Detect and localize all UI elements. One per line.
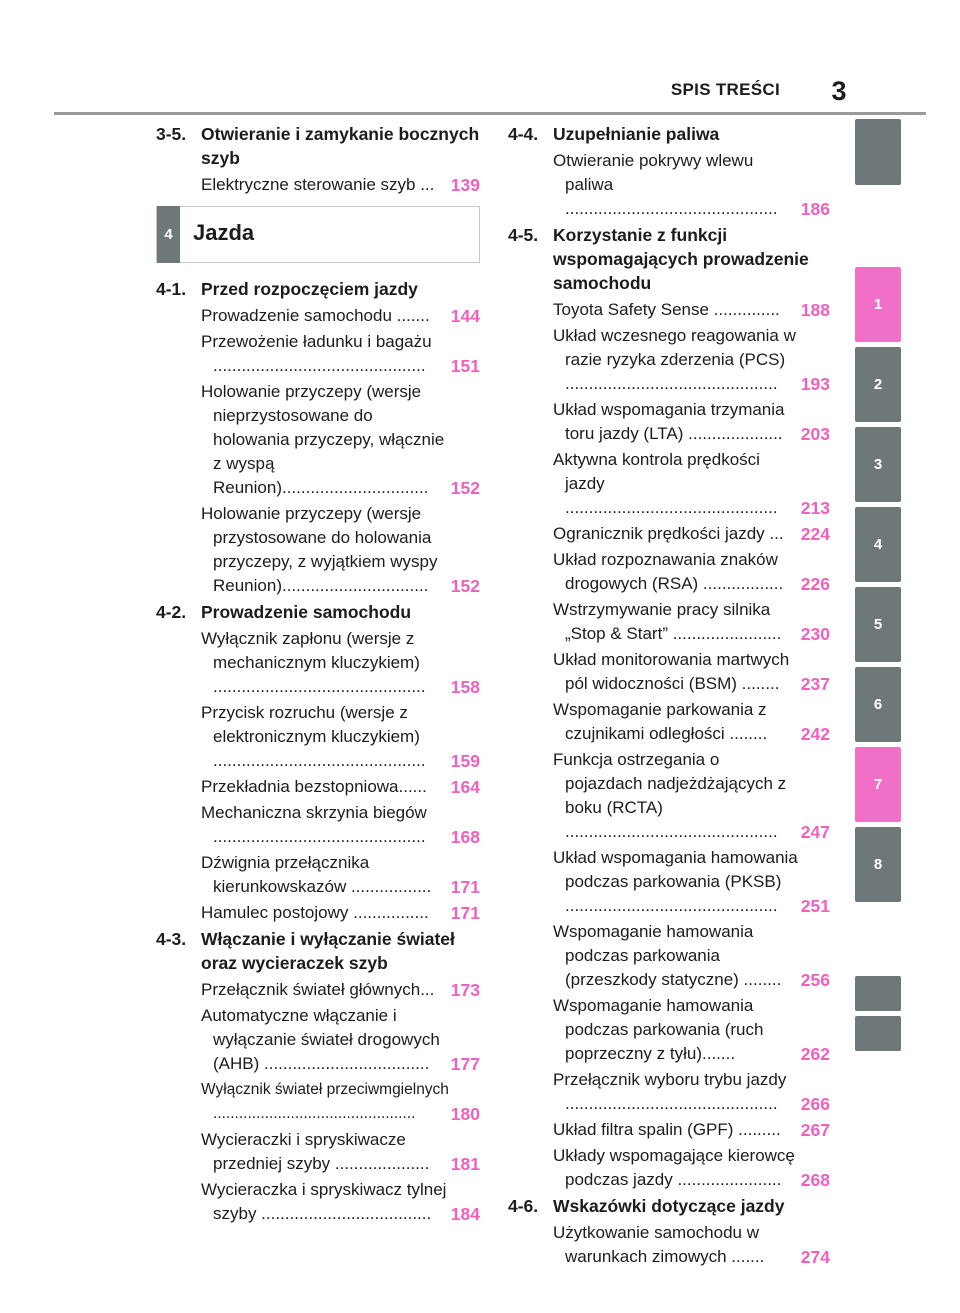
toc-entry[interactable] (156, 502, 480, 598)
toc-entry-page-link[interactable]: 237 (800, 674, 830, 694)
toc-entry-title: Układ rozpoznawania znaków drogowych (RSA) ................. (553, 550, 784, 593)
toc-entry-page-link[interactable]: 158 (450, 677, 480, 697)
page-number: 3 (831, 76, 847, 106)
toc-entry[interactable] (156, 775, 480, 799)
toc-entry-title: Układ wczesnego reagowania w razie ryzyka zderzenia (PCS) ............................................. (553, 326, 801, 393)
toc-entry-page-link[interactable]: 266 (800, 1094, 830, 1114)
section-heading-4-1 (156, 277, 480, 301)
toc-entry-page-link[interactable]: 267 (800, 1120, 830, 1140)
toc-entry[interactable] (156, 330, 480, 378)
toc-entry-title: Automatyczne włączanie i wyłączanie świateł drogowych (AHB) ................................... (201, 1006, 445, 1073)
toc-entry-page-link[interactable]: 152 (450, 478, 480, 498)
toc-entry-page-link[interactable]: 262 (800, 1044, 830, 1064)
toc-entry-title: Toyota Safety Sense .............. (553, 300, 780, 319)
toc-entry-page-link[interactable]: 168 (450, 827, 480, 847)
toc-entry-page-link[interactable]: 159 (450, 751, 480, 771)
toc-entry-page-link[interactable]: 242 (800, 724, 830, 744)
toc-entry-page-link[interactable]: 180 (450, 1104, 480, 1124)
section-number: 4-6. (508, 1196, 539, 1216)
toc-entry-title: Wycieraczka i spryskiwacz tylnej szyby .................................... (201, 1180, 452, 1223)
toc-entry-title: Przełącznik świateł głównych... (201, 980, 435, 999)
chapter-tab-8[interactable]: 8 (855, 827, 901, 902)
toc-entry[interactable] (156, 1078, 480, 1126)
toc-entry-page-link[interactable]: 152 (450, 576, 480, 596)
toc-entry-page-link[interactable]: 184 (450, 1204, 480, 1224)
toc-entry[interactable] (156, 901, 480, 925)
toc-entry-page-link[interactable]: 171 (450, 903, 480, 923)
chapter-tab-blank-top[interactable] (855, 119, 901, 185)
toc-left-column (156, 122, 480, 1228)
toc-entry-title: Elektryczne sterowanie szyb ... (201, 175, 435, 194)
chapter-tab-blank-bottom-1[interactable] (855, 976, 901, 1011)
toc-entry-title: Przewożenie ładunku i bagażu ............................................. (201, 332, 437, 375)
toc-entry-title: Przekładnia bezstopniowa...... (201, 777, 427, 796)
section-title: Prowadzenie samochodu (201, 602, 412, 622)
toc-entry-title: Wspomaganie parkowania z czujnikami odległości ........ (553, 700, 772, 743)
toc-entry-title: Użytkowanie samochodu w warunkach zimowych ....... (553, 1223, 765, 1266)
toc-entry[interactable] (508, 598, 830, 646)
toc-entry[interactable] (508, 298, 830, 322)
entries-4-2 (156, 627, 480, 925)
toc-entry[interactable] (156, 1004, 480, 1076)
chapter-tab-6[interactable]: 6 (855, 667, 901, 742)
toc-entry-title: Układ wspomagania hamowania podczas parkowania (PKSB) ............................................. (553, 848, 803, 915)
section-title: Włączanie i wyłączanie świateł oraz wycieraczek szyb (201, 929, 455, 973)
toc-entry-page-link[interactable]: 247 (800, 822, 830, 842)
section-title: Otwieranie i zamykanie bocznych szyb (201, 124, 480, 168)
toc-entry[interactable] (508, 448, 830, 520)
section-heading-3-5 (156, 122, 480, 170)
chapter-title: Jazda (193, 220, 255, 245)
toc-right-column (508, 122, 830, 1271)
toc-entry[interactable] (156, 304, 480, 328)
section-title: Przed rozpoczęciem jazdy (201, 279, 418, 299)
chapter-heading (156, 206, 480, 263)
toc-entry[interactable] (508, 1221, 830, 1269)
toc-entry[interactable] (508, 846, 830, 918)
entries-3-5 (156, 173, 480, 197)
toc-entry-page-link[interactable]: 164 (450, 777, 480, 797)
toc-entry[interactable] (508, 1068, 830, 1116)
section-title: Wskazówki dotyczące jazdy (553, 1196, 785, 1216)
toc-entry[interactable] (508, 698, 830, 746)
toc-entry-page-link[interactable]: 151 (450, 356, 480, 376)
toc-entry-title: Wspomaganie hamowania podczas parkowania (przeszkody statyczne) ........ (553, 922, 782, 989)
entries-4-1 (156, 304, 480, 598)
toc-entry-title: Mechaniczna skrzynia biegów ............................................. (201, 803, 432, 846)
toc-entry-page-link[interactable]: 188 (800, 300, 830, 320)
toc-entry-title: Układ filtra spalin (GPF) ......... (553, 1120, 781, 1139)
toc-entry-page-link[interactable]: 224 (800, 524, 830, 544)
section-number: 3-5. (156, 124, 187, 144)
chapter-tab-7[interactable]: 7 (855, 747, 901, 822)
chapter-number: 4 (157, 206, 180, 263)
toc-entry-page-link[interactable]: 256 (800, 970, 830, 990)
toc-entry[interactable] (508, 522, 830, 546)
toc-entry-title: Układ wspomagania trzymania toru jazdy (LTA) .................... (553, 400, 790, 443)
entries-4-6 (508, 1221, 830, 1269)
toc-entry-title: Wycieraczki i spryskiwacze przedniej szyby .................... (201, 1130, 430, 1173)
section-title: Korzystanie z funkcji wspomagających prowadzenie samochodu (553, 225, 809, 293)
toc-entry[interactable] (156, 851, 480, 899)
toc-entry-title: Wyłącznik zapłonu (wersje z mechanicznym kluczykiem) ............................................. (201, 629, 426, 696)
toc-entry-title: Przełącznik wyboru trybu jazdy ............................................. (553, 1070, 792, 1113)
entries-4-3 (156, 978, 480, 1226)
toc-entry-page-link[interactable]: 139 (450, 175, 480, 195)
toc-entry-page-link[interactable]: 274 (800, 1247, 830, 1267)
toc-entry-title: Holowanie przyczepy (wersje przystosowane do holowania przyczepy, z wyjątkiem wyspy Reunion)............................... (201, 504, 443, 595)
chapter-tab-2[interactable]: 2 (855, 347, 901, 422)
toc-entry[interactable] (156, 627, 480, 699)
section-title: Uzupełnianie paliwa (553, 124, 720, 144)
entries-4-4 (508, 149, 830, 221)
toc-entry-page-link[interactable]: 177 (450, 1054, 480, 1074)
toc-entry-title: Dźwignia przełącznika kierunkowskazów ................. (201, 853, 432, 896)
chapter-tab-5[interactable]: 5 (855, 587, 901, 662)
toc-entry-page-link[interactable]: 213 (800, 498, 830, 518)
toc-entry-title: Układ monitorowania martwych pól widoczności (BSM) ........ (553, 650, 794, 693)
toc-entry[interactable] (156, 173, 480, 197)
section-heading-4-6 (508, 1194, 830, 1218)
toc-entry[interactable] (508, 748, 830, 844)
toc-entry-title: Wyłącznik świateł przeciwmgielnych ............................................... (201, 1081, 454, 1122)
toc-entry[interactable] (156, 801, 480, 849)
toc-entry-title: Prowadzenie samochodu ....... (201, 306, 430, 325)
section-number: 4-1. (156, 279, 187, 299)
toc-entry-title: Ogranicznik prędkości jazdy ... (553, 524, 784, 543)
toc-entry-title: Holowanie przyczepy (wersje nieprzystosowane do holowania przyczepy, włącznie z wyspą Reunion)............................... (201, 382, 449, 497)
toc-entry-page-link[interactable]: 226 (800, 574, 830, 594)
section-heading-4-5 (508, 223, 830, 295)
toc-entry[interactable] (508, 648, 830, 696)
toc-entry[interactable] (156, 1128, 480, 1176)
toc-entry-title: Funkcja ostrzegania o pojazdach nadjeżdżających z boku (RCTA) ............................................. (553, 750, 791, 841)
toc-entry[interactable] (508, 994, 830, 1066)
header-title: SPIS TREŚCI (670, 80, 780, 99)
toc-entry-page-link[interactable]: 203 (800, 424, 830, 444)
toc-entry[interactable] (508, 1118, 830, 1142)
toc-entry-title: Wstrzymywanie pracy silnika „Stop & Start” ....................... (553, 600, 782, 643)
toc-entry-title: Aktywna kontrola prędkości jazdy ............................................. (553, 450, 778, 517)
toc-entry[interactable] (156, 380, 480, 500)
toc-entry-page-link[interactable]: 144 (450, 306, 480, 326)
section-number: 4-3. (156, 929, 187, 949)
toc-entry-page-link[interactable]: 171 (450, 877, 480, 897)
toc-entry[interactable] (508, 324, 830, 396)
chapter-tab-3[interactable]: 3 (855, 427, 901, 502)
toc-entry-page-link[interactable]: 230 (800, 624, 830, 644)
entries-4-5 (508, 298, 830, 1192)
toc-entry-page-link[interactable]: 186 (800, 199, 830, 219)
toc-entry-page-link[interactable]: 268 (800, 1170, 830, 1190)
toc-entry[interactable] (156, 1178, 480, 1226)
toc-entry-title: Otwieranie pokrywy wlewu paliwa ............................................. (553, 151, 778, 218)
toc-entry-page-link[interactable]: 251 (800, 896, 830, 916)
section-heading-4-4 (508, 122, 830, 146)
chapter-tab-4[interactable]: 4 (855, 507, 901, 582)
toc-entry[interactable] (508, 1144, 830, 1192)
section-heading-4-3 (156, 927, 480, 975)
section-number: 4-2. (156, 602, 187, 622)
toc-entry[interactable] (156, 978, 480, 1002)
toc-entry[interactable] (156, 701, 480, 773)
toc-entry-page-link[interactable]: 181 (450, 1154, 480, 1174)
toc-entry-title: Układy wspomagające kierowcę podczas jazdy ...................... (553, 1146, 800, 1189)
toc-entry[interactable] (508, 398, 830, 446)
toc-entry[interactable] (508, 548, 830, 596)
section-heading-4-2 (156, 600, 480, 624)
toc-entry[interactable] (508, 149, 830, 221)
toc-entry-page-link[interactable]: 193 (800, 374, 830, 394)
toc-entry-title: Wspomaganie hamowania podczas parkowania (ruch poprzeczny z tyłu)....... (553, 996, 769, 1063)
chapter-tab-1[interactable]: 1 (855, 267, 901, 342)
toc-entry-title: Przycisk rozruchu (wersje z elektronicznym kluczykiem) ............................................. (201, 703, 426, 770)
toc-entry-page-link[interactable]: 173 (450, 980, 480, 1000)
chapter-tab-blank-bottom-2[interactable] (855, 1016, 901, 1051)
section-number: 4-5. (508, 225, 539, 245)
header-divider (54, 112, 926, 115)
section-number: 4-4. (508, 124, 539, 144)
toc-entry-title: Hamulec postojowy ................ (201, 903, 429, 922)
toc-entry[interactable] (508, 920, 830, 992)
